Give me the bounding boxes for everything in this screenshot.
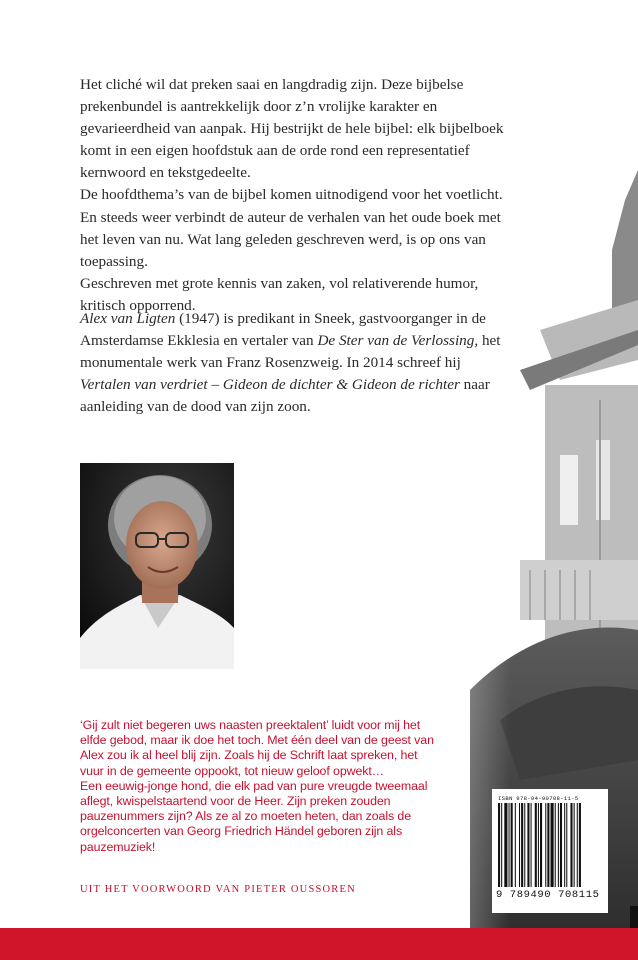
author-bio-line — [80, 308, 540, 330]
author-bio-text: , het — [474, 332, 501, 350]
author-portrait — [80, 463, 234, 669]
barcode-bar — [515, 803, 516, 887]
barcode-bar — [564, 803, 565, 887]
endorsement-quote — [80, 718, 440, 855]
barcode-bar — [531, 803, 532, 887]
barcode-bar — [498, 803, 500, 887]
barcode-bar — [509, 803, 510, 887]
barcode-bar — [560, 803, 562, 887]
blurb-line: En steeds weer verbindt de auteur de verhalen van het oude boek met — [80, 208, 501, 226]
quote-source: UIT HET VOORWOORD VAN PIETER OUSSOREN — [80, 884, 356, 895]
blurb-line: Geschreven met grote kennis van zaken, vol relativerende humor, — [80, 274, 479, 292]
author-bio-line: aanleiding van de dood van zijn zoon. — [80, 398, 311, 416]
author-bio-line — [80, 330, 540, 352]
book-title: De Ster van de Verlossing — [317, 332, 475, 350]
barcode-bar — [519, 803, 520, 887]
author-name: Alex van Ligten — [80, 310, 176, 327]
quote-line: pauzenummers zijn? Als ze al zo moeten heten, dan zoals de — [80, 809, 412, 824]
barcode-bar — [501, 803, 502, 887]
blurb-line: komt in een eigen hoofdstuk aan de orde rond een representatief — [80, 142, 470, 160]
back-cover-blurb — [80, 74, 540, 317]
barcode-bar — [535, 803, 537, 887]
barcode-bar — [547, 803, 549, 887]
barcode-bar — [545, 803, 546, 887]
barcode-bar — [521, 803, 523, 887]
blurb-line: gevarieerdheid van aanpak. Hij bestrijkt de hele bijbel: elk bijbelboek — [80, 120, 504, 138]
edge-mark — [630, 906, 638, 928]
barcode-bar — [538, 803, 539, 887]
author-bio-text: (1947) is predikant in Sneek, gastvoorganger in de — [175, 310, 486, 327]
quote-line: orgelconcerten van Georg Friedrich Händel geboren zijn als — [80, 824, 403, 839]
barcode-bar — [524, 803, 525, 887]
isbn-digits: 9 789490 708115 — [496, 889, 600, 901]
blurb-line: Het cliché wil dat preken saai en langdradig zijn. Deze bijbelse — [80, 76, 464, 93]
barcode-bar — [540, 803, 542, 887]
barcode-bar — [579, 803, 581, 887]
barcode-bar — [566, 803, 567, 887]
red-bottom-band — [0, 928, 638, 960]
isbn-label: ISBN 978-94-90708-11-5 — [498, 795, 579, 802]
barcode-bar — [577, 803, 578, 887]
barcode-bar — [551, 803, 554, 887]
barcode-bar — [574, 803, 575, 887]
author-bio — [80, 308, 540, 418]
barcode-bar — [527, 803, 529, 887]
author-bio-line: monumentale werk van Franz Rosenzweig. In 2014 schreef hij — [80, 354, 461, 372]
barcode-bar — [558, 803, 559, 887]
author-bio-text: Amsterdamse Ekklesia en vertaler van — [80, 332, 318, 350]
blurb-line: het leven van nu. Wat lang geleden geschreven werd, is op ons van — [80, 230, 486, 248]
quote-line: Een eeuwig-jonge hond, die elk pad van pure vreugde tweemaal — [80, 778, 428, 793]
isbn-barcode — [492, 789, 608, 913]
quote-line: pauzemuziek! — [80, 839, 156, 854]
quote-line: elfde gebod, maar ik doe het toch. Met één deel van de geest van — [80, 733, 434, 748]
blurb-line: toepassing. — [80, 252, 148, 270]
book-title: Vertalen van verdriet – Gideon de dichter & Gideon de richter — [80, 376, 460, 394]
author-bio-line — [80, 374, 540, 396]
author-bio-text: naar — [459, 376, 490, 394]
barcode-bar — [511, 803, 513, 887]
blurb-line: prekenbundel is aantrekkelijk door z’n vrolijke karakter en — [80, 98, 438, 116]
quote-line: aflegt, kwispelstaartend voor de Heer. Zijn preken zouden — [80, 794, 391, 809]
barcode-bars — [492, 789, 608, 889]
quote-line: Alex zou ik al heel blij zijn. Zoals hij de Schrift laat spreken, het — [80, 748, 418, 763]
blurb-line: De hoofdthema’s van de bijbel komen uitnodigend voor het voetlicht. — [80, 186, 503, 204]
barcode-bar — [555, 803, 556, 887]
quote-line: ‘Gij zult niet begeren uws naasten preektalent’ luidt voor mij het — [80, 718, 421, 732]
barcode-bar — [504, 803, 507, 887]
blurb-line: kritisch opporrend. — [80, 296, 196, 314]
barcode-bar — [570, 803, 572, 887]
quote-line: vuur in de gemeente oppookt, tot nieuw geloof opwekt… — [80, 763, 384, 778]
blurb-line: kernwoord en tekstgedeelte. — [80, 164, 251, 182]
